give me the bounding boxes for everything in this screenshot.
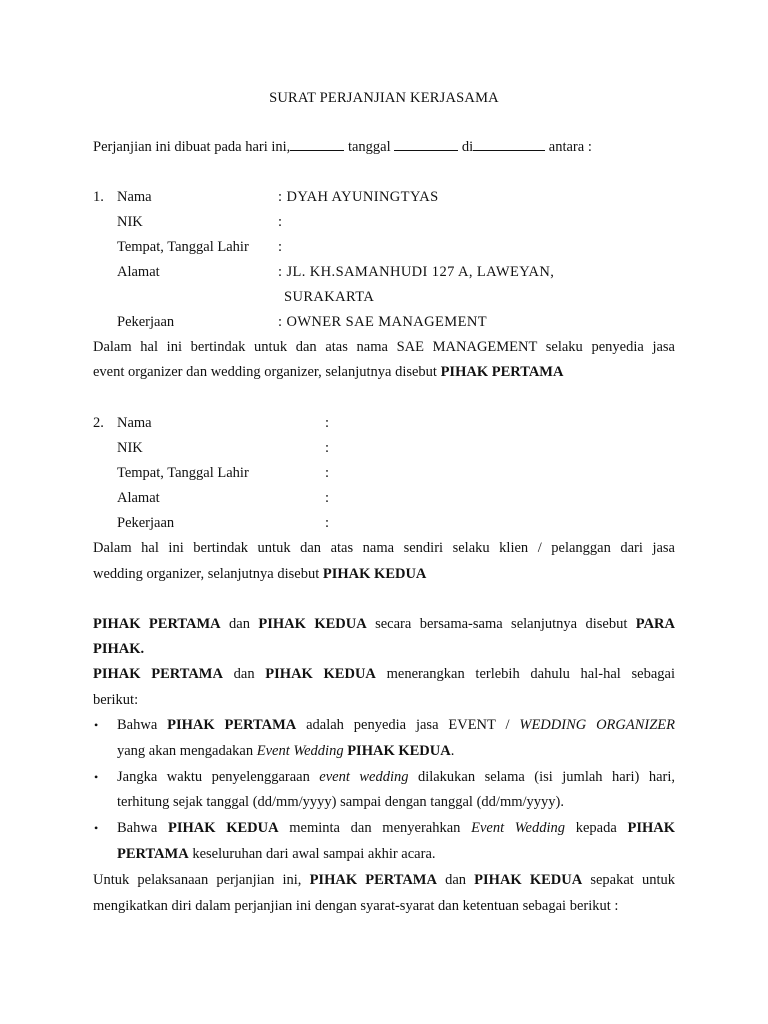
closing-text1: Untuk pelaksanaan perjanjian ini, (93, 872, 310, 888)
bullet-1-text2: adalah penyedia jasa EVENT / (296, 717, 520, 733)
para-pihak-line2 (93, 639, 144, 659)
bullet-2-text2: dilakukan selama (isi jumlah hari) hari, (408, 769, 675, 785)
bullet-3-bold1: PIHAK KEDUA (167, 820, 279, 836)
bullet-2-italic1: event wedding (319, 769, 409, 785)
blank-day (290, 138, 344, 151)
party2-label-name: Nama (117, 415, 152, 431)
party2-label-nik: NIK (117, 440, 143, 456)
party1-label-birth: Tempat, Tanggal Lahir (117, 239, 249, 255)
bullet-1-l2-text: yang akan mengadakan (117, 743, 257, 759)
para-pihak-bold1: PIHAK PERTAMA (93, 616, 221, 632)
document-title: SURAT PERJANJIAN KERJASAMA (269, 90, 499, 106)
party1-desc-bold: PIHAK PERTAMA (440, 364, 564, 380)
party1-label-nik: NIK (117, 214, 143, 230)
bullet-1-symbol: • (94, 718, 99, 732)
bullet-1-l2-italic: Event Wedding (256, 743, 344, 759)
closing-line2: mengikatkan diri dalam perjanjian ini dengan syarat-syarat dan ketentuan sebagai berikut : (93, 898, 619, 914)
intro-text-3: di (458, 139, 474, 155)
party1-label-address: Alamat (117, 264, 160, 280)
bullet-1-l2-bold: PIHAK KEDUA (343, 743, 451, 759)
bullet-3-text1: Bahwa (117, 820, 168, 836)
bullet-3-text3: kepada (565, 820, 628, 836)
party1-value-name: : DYAH AYUNINGTYAS (278, 189, 439, 205)
party2-colon-birth: : (325, 465, 330, 481)
party2-colon-address: : (325, 490, 330, 506)
closing-bold1: PIHAK PERTAMA (309, 872, 437, 888)
bullet-1-italic1: WEDDING ORGANIZER (519, 717, 675, 733)
closing-line1 (93, 870, 675, 890)
intro-text-4: antara : (545, 139, 592, 155)
party1-value-job: : OWNER SAE MANAGEMENT (278, 314, 487, 330)
closing-text3: sepakat untuk (582, 872, 675, 888)
party1-label-name: Nama (117, 189, 152, 205)
party2-colon-nik: : (325, 440, 330, 456)
para-pihak-bold4: PIHAK. (93, 641, 145, 657)
explain-line1 (93, 664, 675, 684)
para-pihak-line1 (93, 614, 675, 634)
bullet-2-text1: Jangka waktu penyelenggaraan (117, 769, 320, 785)
explain-text1: dan (222, 666, 266, 682)
blank-date (394, 138, 458, 151)
bullet-2-line1 (117, 767, 675, 787)
party2-colon-name: : (325, 415, 330, 431)
closing-text2: dan (436, 872, 475, 888)
party2-desc-line1: Dalam hal ini bertindak untuk dan atas nama sendiri selaku klien / pelanggan dari jasa (93, 540, 675, 556)
bullet-3-line1 (117, 818, 675, 838)
bullet-3-line2 (117, 844, 436, 864)
party2-label-birth: Tempat, Tanggal Lahir (117, 465, 249, 481)
bullet-1-line2 (117, 741, 454, 761)
bullet-1-bold1: PIHAK PERTAMA (167, 717, 297, 733)
bullet-3-l2-bold: PERTAMA (117, 846, 189, 862)
party1-value-birth: : (278, 239, 283, 255)
party2-desc-line2 (93, 564, 426, 584)
party1-desc-line2 (93, 362, 563, 382)
bullet-3-l2-text: keseluruhan dari awal sampai akhir acara. (188, 846, 436, 862)
party1-value-address-2: SURAKARTA (284, 289, 375, 305)
bullet-3-italic1: Event Wedding (471, 820, 566, 836)
party1-value-address-1: : JL. KH.SAMANHUDI 127 A, LAWEYAN, (278, 264, 555, 280)
party1-label-job: Pekerjaan (117, 314, 175, 330)
para-pihak-bold2: PIHAK KEDUA (258, 616, 367, 632)
bullet-3-text2: meminta dan menyerahkan (278, 820, 472, 836)
explain-bold1: PIHAK PERTAMA (93, 666, 223, 682)
party2-label-address: Alamat (117, 490, 160, 506)
party2-desc-bold: PIHAK KEDUA (322, 566, 427, 582)
intro-text-1: Perjanjian ini dibuat pada hari ini, (93, 139, 291, 155)
party1-desc-line1: Dalam hal ini bertindak untuk dan atas nama SAE MANAGEMENT selaku penyedia jasa (93, 339, 675, 355)
explain-bold2: PIHAK KEDUA (265, 666, 376, 682)
para-pihak-text1: dan (220, 616, 259, 632)
bullet-2-symbol: • (94, 770, 99, 784)
para-pihak-text2: secara bersama-sama selanjutnya disebut (366, 616, 636, 632)
intro-line (93, 137, 592, 157)
bullet-1-l2-end: . (450, 743, 455, 759)
explain-line2: berikut: (93, 692, 139, 708)
closing-bold2: PIHAK KEDUA (474, 872, 583, 888)
blank-place (473, 138, 545, 151)
party2-number: 2. (93, 415, 104, 431)
bullet-1-line1 (117, 715, 675, 735)
bullet-1-text1: Bahwa (117, 717, 168, 733)
party1-value-nik: : (278, 214, 283, 230)
bullet-2-line2: terhitung sejak tanggal (dd/mm/yyyy) sampai dengan tanggal (dd/mm/yyyy). (117, 794, 564, 810)
bullet-3-bold2: PIHAK (627, 820, 676, 836)
party2-label-job: Pekerjaan (117, 515, 175, 531)
party1-number: 1. (93, 189, 104, 205)
para-pihak-bold3: PARA (635, 616, 675, 632)
explain-text2: menerangkan terlebih dahulu hal-hal sebagai (375, 666, 675, 682)
intro-text-2: tanggal (344, 139, 395, 155)
party2-desc-text: wedding organizer, selanjutnya disebut (93, 566, 323, 582)
party2-colon-job: : (325, 515, 330, 531)
bullet-3-symbol: • (94, 821, 99, 835)
party1-desc-text: event organizer dan wedding organizer, selanjutnya disebut (93, 364, 441, 380)
